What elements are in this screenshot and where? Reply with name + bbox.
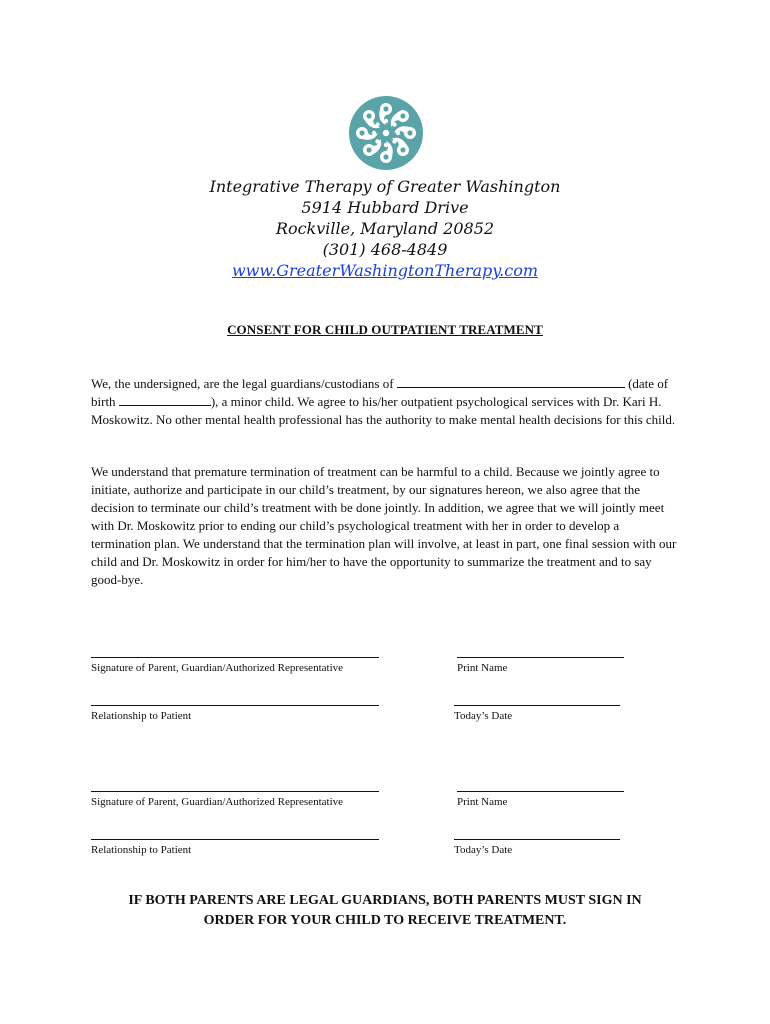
paragraph-1-dob-label: (date of birth xyxy=(91,376,669,409)
notice-line-2: ORDER FOR YOUR CHILD TO RECEIVE TREATMENT. xyxy=(203,913,567,928)
signature-line-2[interactable] xyxy=(91,791,379,792)
date-label-1: Today’s Date xyxy=(454,710,513,722)
date-label-2: Today’s Date xyxy=(454,844,513,856)
street-address: 5914 Hubbard Drive xyxy=(301,198,469,217)
organization-logo-icon xyxy=(347,94,425,172)
consent-paragraph-1 xyxy=(91,375,677,429)
relationship-label-2: Relationship to Patient xyxy=(91,844,192,856)
relationship-label-1: Relationship to Patient xyxy=(91,710,192,722)
date-line-2[interactable] xyxy=(454,839,620,840)
relationship-line-1[interactable] xyxy=(91,705,379,706)
document-title: CONSENT FOR CHILD OUTPATIENT TREATMENT xyxy=(227,322,543,337)
date-of-birth-blank-field[interactable] xyxy=(119,393,211,406)
print-name-label-2: Print Name xyxy=(457,796,508,808)
child-name-blank-field[interactable] xyxy=(397,375,625,388)
city-state-zip: Rockville, Maryland 20852 xyxy=(275,219,495,238)
print-name-line-1[interactable] xyxy=(457,657,624,658)
paragraph-1-intro: We, the undersigned, are the legal guardians/custodians of xyxy=(91,376,394,391)
relationship-line-2[interactable] xyxy=(91,839,379,840)
consent-paragraph-2: We understand that premature termination of treatment can be harmful to a child. Because we jointly agree to initiate, authorize and participate in our child’s treatment, by our signatures hereon, we also agree that the decision to terminate our child’s treatment with be done jointly. In addition, we agree that we will jointly meet with Dr. Moskowitz prior to ending our child’s psychological treatment with her in order to develop a termination plan. We understand that the termination plan will involve, at least in part, one final session with our child and Dr. Moskowitz in order for him/her to have the opportunity to summarize the treatment and to say good-bye. xyxy=(91,464,677,587)
both-parents-notice xyxy=(0,891,770,931)
signature-label-2: Signature of Parent, Guardian/Authorized Representative xyxy=(91,796,344,808)
print-name-line-2[interactable] xyxy=(457,791,624,792)
letterhead xyxy=(0,176,770,281)
paragraph-1-rest: ), a minor child. We agree to his/her outpatient psychological services with Dr. Kari H. Moskowitz. No other mental health professional has the authority to make mental health decisions for this child. xyxy=(91,394,676,427)
signature-label-1: Signature of Parent, Guardian/Authorized Representative xyxy=(91,662,344,674)
print-name-label-1: Print Name xyxy=(457,662,508,674)
phone-number: (301) 468-4849 xyxy=(322,240,448,259)
notice-line-1: IF BOTH PARENTS ARE LEGAL GUARDIANS, BOTH PARENTS MUST SIGN IN xyxy=(128,893,642,908)
website-link[interactable]: www.GreaterWashingtonTherapy.com xyxy=(231,261,539,280)
organization-name: Integrative Therapy of Greater Washington xyxy=(209,177,561,196)
date-line-1[interactable] xyxy=(454,705,620,706)
signature-line-1[interactable] xyxy=(91,657,379,658)
